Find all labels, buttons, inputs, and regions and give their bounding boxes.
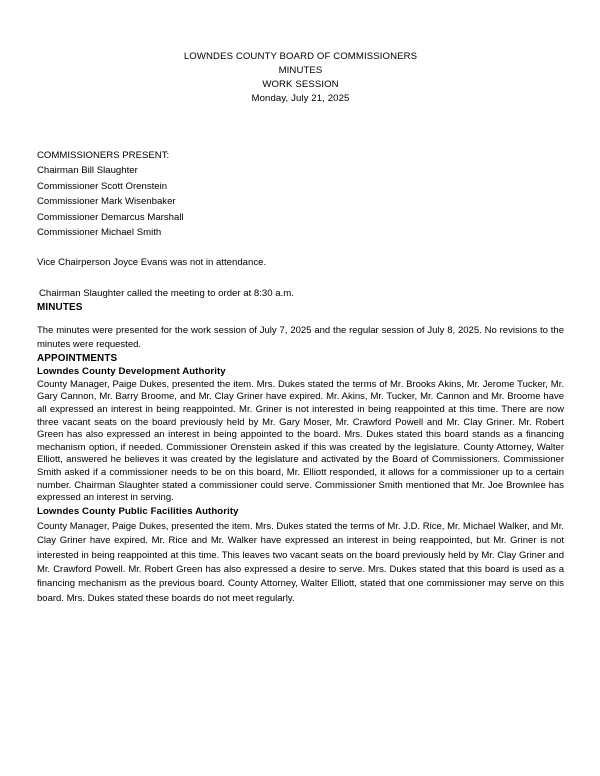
- absence-note: Vice Chairperson Joyce Evans was not in attendance.: [37, 257, 267, 269]
- call-to-order-note: Chairman Slaughter called the meeting to order at 8:30 a.m.: [39, 287, 294, 299]
- attendee-commissioner-1: Commissioner Scott Orenstein: [37, 180, 168, 192]
- minutes-paragraph: The minutes were presented for the work session of July 7, 2025 and the regular session of July 8, 2025. No revisions to the minutes were requested.: [37, 325, 564, 351]
- attendee-commissioner-4: Commissioner Michael Smith: [37, 227, 162, 239]
- attendee-commissioner-2: Commissioner Mark Wisenbaker: [37, 196, 176, 208]
- title-line-minutes: MINUTES: [278, 65, 323, 76]
- section-heading-appointments: APPOINTMENTS: [37, 352, 118, 364]
- subsection-heading-development-authority: Lowndes County Development Authority: [37, 365, 226, 377]
- attendance-label: COMMISSIONERS PRESENT:: [37, 150, 170, 161]
- public-facilities-authority-paragraph: County Manager, Paige Dukes, presented the item. Mrs. Dukes stated the terms of Mr. J.D. Rice, Mr. Michael Walker, and Mr. Clay Griner have expired. Mr. Rice and Mr. Walker have expressed an interest in being reappointed, but Mr. Griner is not interested in being reappointed at this time. This leaves two vacant seats on the board previously held by Mr. Clay Griner and Mr. Crawford Powell. Mr. Robert Green has also expressed a desire to serve. Mrs. Dukes stated that this board is used as a financing mechanism as the previous board. County Attorney, Walter Elliott, stated that one commissioner may serve on this board. Mrs. Dukes stated these boards do not meet regularly.: [37, 520, 564, 604]
- document-content: [37, 0, 564, 606]
- title-line-session-type: WORK SESSION: [262, 79, 339, 90]
- title-line-date: Monday, July 21, 2025: [251, 93, 350, 104]
- development-authority-paragraph: County Manager, Paige Dukes, presented the item. Mrs. Dukes stated the terms of Mr. Brooks Akins, Mr. Jerome Tucker, Mr. Gary Cannon, Mr. Barry Broome, and Mr. Clay Griner have expired. Mr. Akins, Mr. Tucker, Mr. Cannon and Mr. Broome have all expressed an interest in being reappointed. Mr. Griner is not interested in being reappointed at this time. There are now three vacant seats on the board previously held by Mr. Gary Moser, Mr. Crawford Powell and Mr. Clay Griner. Mr. Robert Green has also expressed an interest in being appointed to the board. Mrs. Dukes stated this board stands as a financing mechanism option, if needed. Commissioner Orenstein asked if this was created by the legislature. County Attorney, Walter Elliott, answered he believes it was created by the legislature and activated by the Board of Commissioners. Commissioner Smith asked if a commissioner needs to be on this board, Mr. Elliott responded, it allows for a commissioner up to a certain number. Chairman Slaughter stated a commissioner could serve. Commissioner Smith mentioned that Mr. Joe Brownlee has expressed an interest in serving.: [37, 378, 564, 504]
- attendance-block: [37, 148, 564, 240]
- document-title-block: [37, 50, 564, 106]
- section-heading-minutes: MINUTES: [37, 302, 83, 314]
- attendee-chairman: Chairman Bill Slaughter: [37, 165, 138, 177]
- attendee-commissioner-3: Commissioner Demarcus Marshall: [37, 211, 184, 223]
- subsection-heading-public-facilities-authority: Lowndes County Public Facilities Authority: [37, 505, 239, 517]
- title-line-organization: LOWNDES COUNTY BOARD OF COMMISSIONERS: [183, 51, 418, 62]
